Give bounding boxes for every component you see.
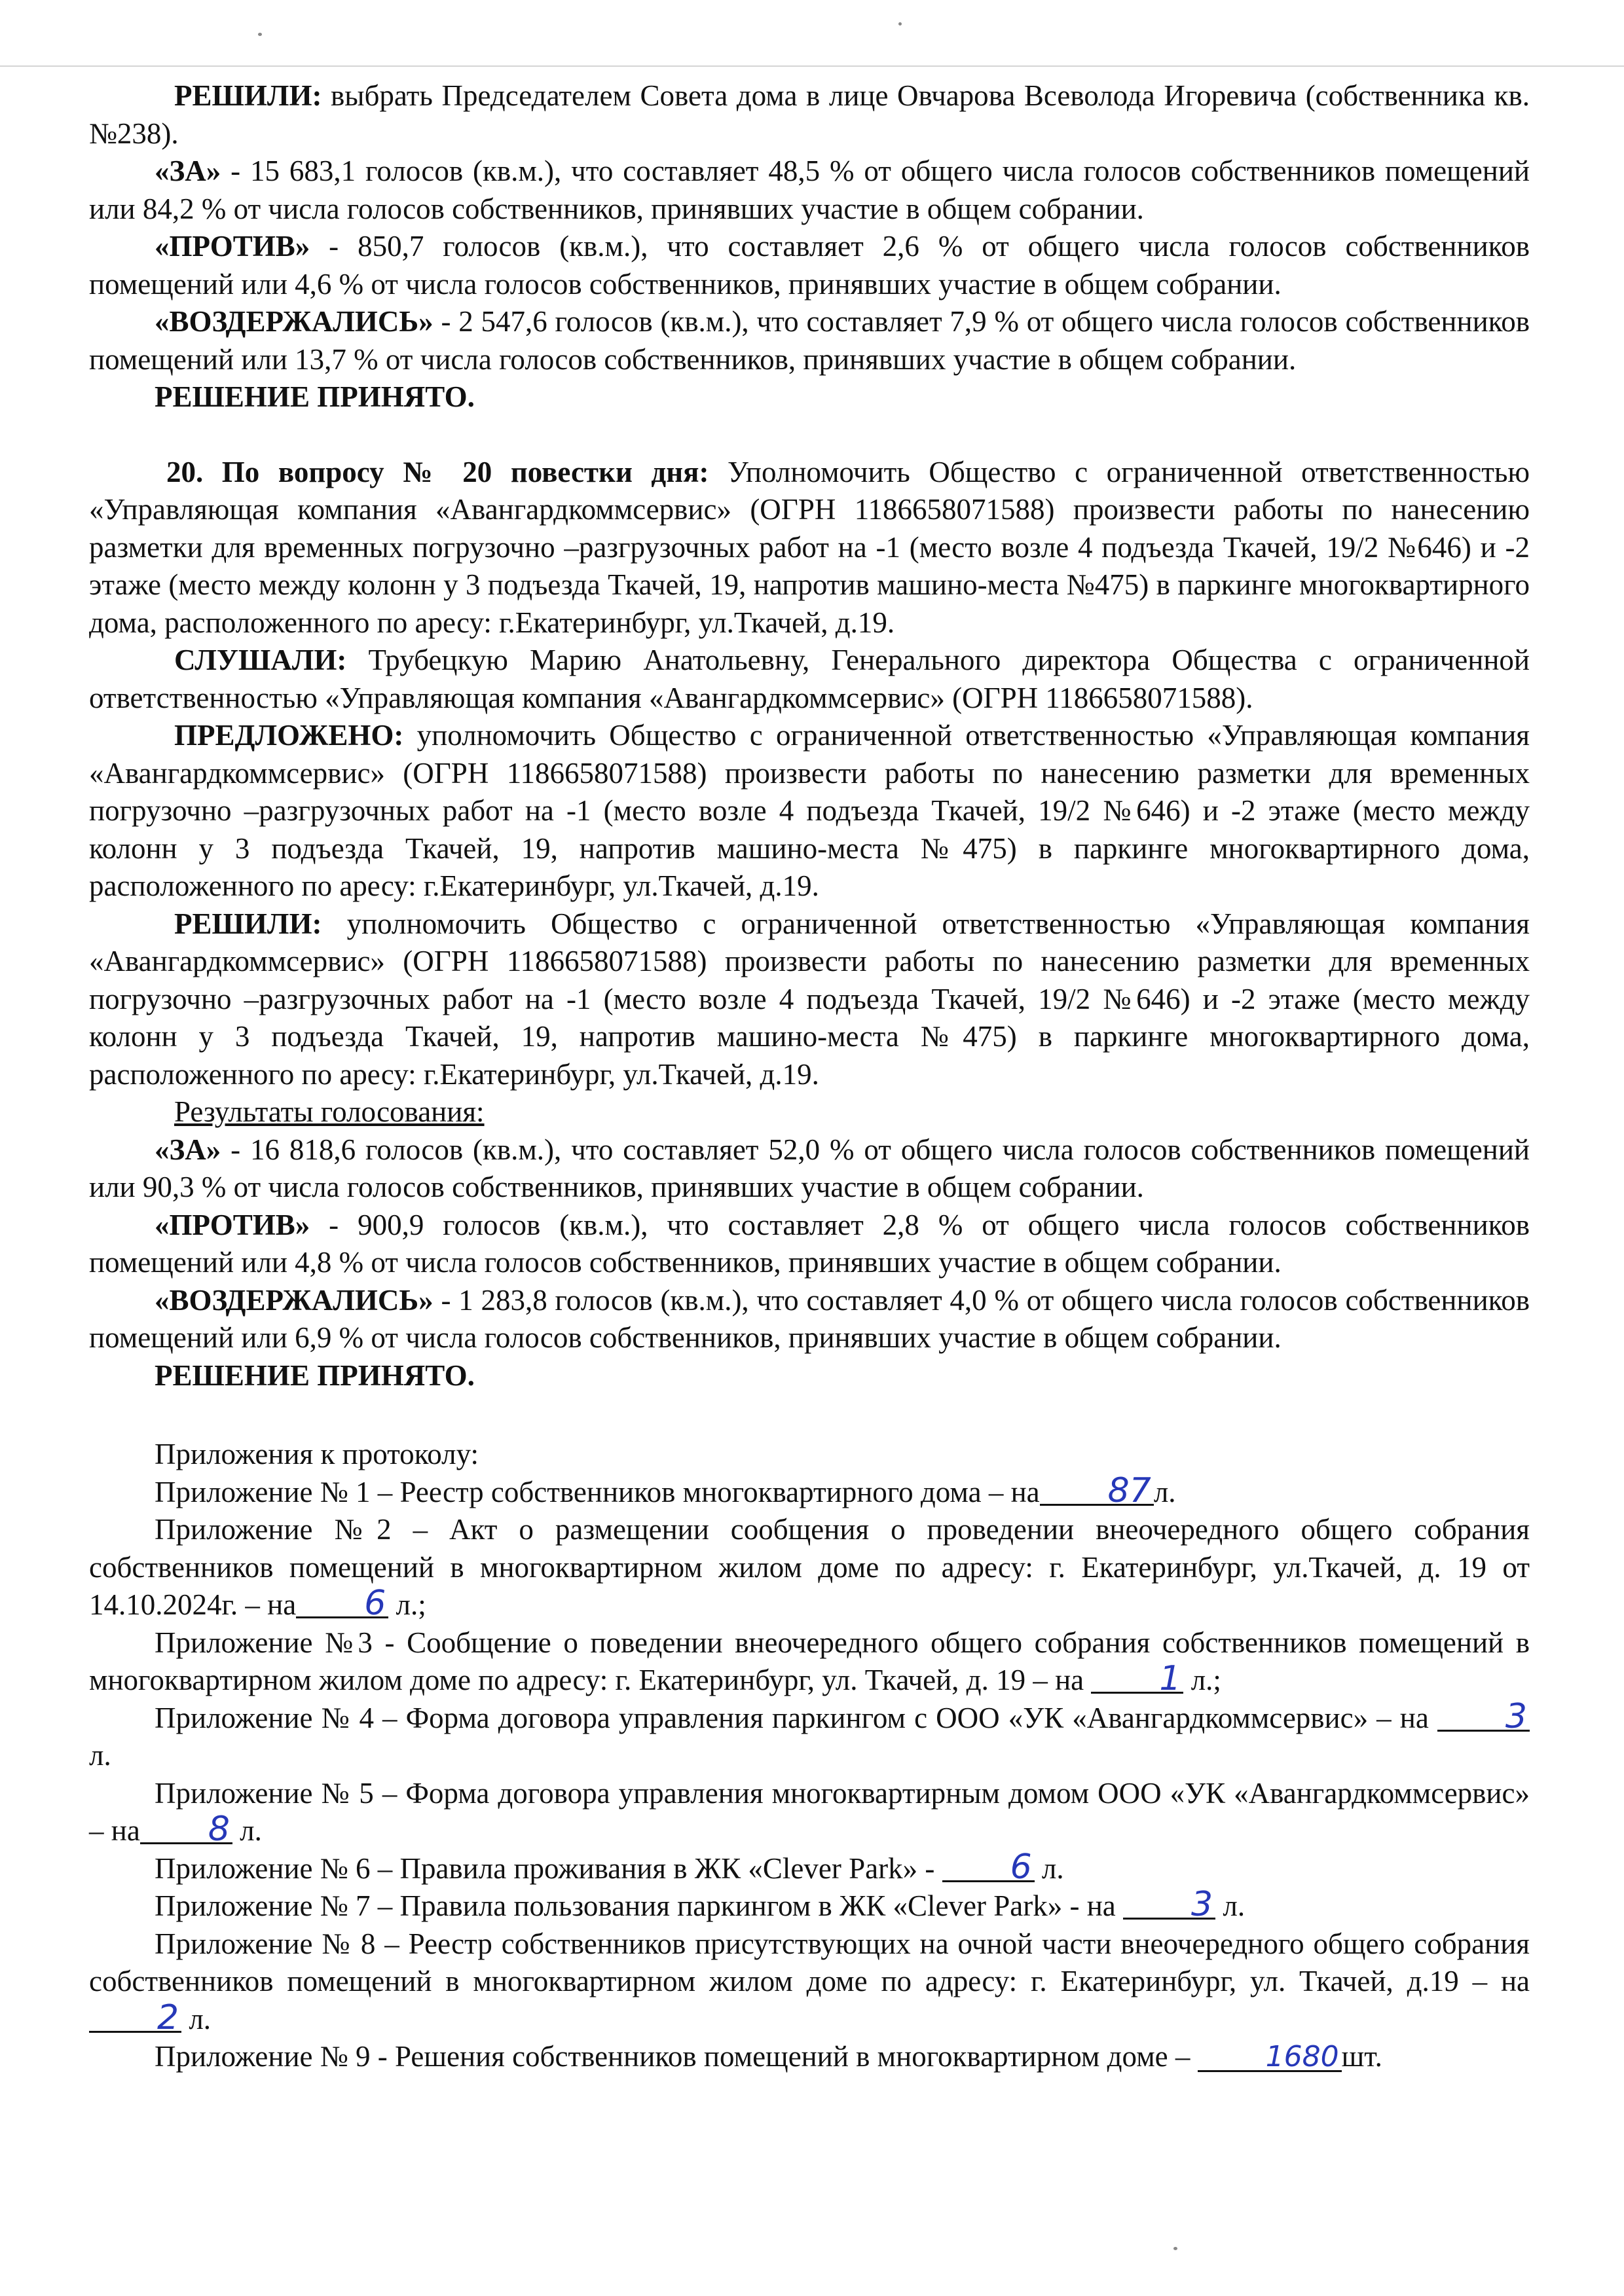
handwritten-count: 1680 — [1198, 2044, 1342, 2072]
decision-accepted: РЕШЕНИЕ ПРИНЯТО. — [155, 1358, 475, 1392]
agenda-question-20: 20. По вопросу № 20 повестки дня: Уполномочить Общество с ограниченной ответственностью «Управляющая компания «Авангардкоммсервис» (ОГРН 1186658071588) произвести работы по нанесению разметки для временных погрузочно –разгрузочных работ на -1 (место возле 4 подъезда Ткачей, 19/2 №646) и -2 этаже (место между колонн у 3 подъезда Ткачей, 19, напротив машино-места №475) в паркинге многоквартирного дома, расположенного по аресу: г.Екатеринбург, ул.Ткачей, д.19. — [89, 455, 1530, 639]
handwritten-count: 3 — [1437, 1704, 1530, 1732]
annex-6: Приложение № 6 – Правила проживания в ЖК «Clever Park» - 6 л. — [155, 1847, 1064, 1887]
vote-for: «ЗА» - 16 818,6 голосов (кв.м.), что составляет 52,0 % от общего числа голосов собственников помещений или 90,3 % от числа голосов собственников, принявших участие в общем собрании. — [89, 1133, 1530, 1203]
proposed: ПРЕДЛОЖЕНО: уполномочить Общество с ограниченной ответственностью «Управляющая компания «Авангардкоммсервис» (ОГРН 1186658071588) произвести работы по нанесению разметки для временных погрузочно –разгрузочных работ на -1 (место возле 4 подъезда Ткачей, 19/2 №646) и -2 этаже (место между колонн у 3 подъезда Ткачей, 19, напротив машино-места №475) в паркинге многоквартирного дома, расположенного по аресу: г.Екатеринбург, ул.Ткачей, д.19. — [89, 719, 1530, 902]
spacer — [89, 416, 1530, 454]
decision-chairman: РЕШИЛИ: выбрать Председателем Совета дома в лице Овчарова Всеволода Игоревича (собственника кв.№238). — [89, 79, 1530, 150]
decision-accepted: РЕШЕНИЕ ПРИНЯТО. — [155, 380, 475, 413]
listened: СЛУШАЛИ: Трубецкую Марию Анатольевну, Генерального директора Общества с ограниченной ответственностью «Управляющая компания «Авангардкоммсервис» (ОГРН 1186658071588). — [89, 644, 1530, 714]
scan-speck — [1173, 2247, 1177, 2250]
spacer — [89, 1394, 1530, 1436]
annex-9: Приложение № 9 - Решения собственников помещений в многоквартирном доме – 1680шт. — [155, 2040, 1382, 2073]
vote-against: «ПРОТИВ» - 850,7 голосов (кв.м.), что составляет 2,6 % от общего числа голосов собственников помещений или 4,6 % от числа голосов собственников, принявших участие в общем собрании. — [89, 230, 1530, 301]
annex-8: Приложение № 8 – Реестр собственников присутствующих на очной части внеочередного общего собрания собственников помещений в многоквартирном жилом доме по адресу: г. Екатеринбург, ул. Ткачей, д.19 – на 2 л. — [89, 1927, 1530, 2037]
annex-1: Приложение № 1 – Реестр собственников многоквартирного дома – на 87л. — [155, 1470, 1176, 1510]
vote-abstain: «ВОЗДЕРЖАЛИСЬ» - 1 283,8 голосов (кв.м.), что составляет 4,0 % от общего числа голосов собственников помещений или 6,9 % от числа голосов собственников, принявших участие в общем собрании. — [89, 1283, 1530, 1354]
vote-against: «ПРОТИВ» - 900,9 голосов (кв.м.), что составляет 2,8 % от общего числа голосов собственников помещений или 4,8 % от числа голосов собственников, принявших участие в общем собрании. — [89, 1208, 1530, 1279]
handwritten-count: 2 — [89, 2005, 181, 2033]
annex-7: Приложение № 7 – Правила пользования паркингом в ЖК «Clever Park» - на 3 л. — [155, 1885, 1246, 1924]
handwritten-count: 8 — [140, 1816, 232, 1844]
scan-speck — [898, 22, 902, 26]
handwritten-count: 1 — [1091, 1666, 1183, 1694]
vote-abstain: «ВОЗДЕРЖАЛИСЬ» - 2 547,6 голосов (кв.м.), что составляет 7,9 % от общего числа голосов собственников помещений или 13,7 % от числа голосов собственников, принявших участие в общем собрании. — [89, 305, 1530, 376]
annex-5: Приложение № 5 – Форма договора управления многоквартирным домом ООО «УК «Авангардкоммсервис» – на 8 л. — [89, 1776, 1530, 1849]
annex-4: Приложение № 4 – Форма договора управления паркингом с ООО «УК «Авангардкоммсервис» – на 3 л. — [89, 1700, 1530, 1775]
scan-speck — [258, 33, 262, 36]
handwritten-count: 6 — [296, 1590, 388, 1618]
handwritten-count: 6 — [942, 1854, 1035, 1882]
decided: РЕШИЛИ: уполномочить Общество с ограниченной ответственностью «Управляющая компания «Авангардкоммсервис» (ОГРН 1186658071588) произвести работы по нанесению разметки для временных погрузочно –разгрузочных работ на -1 (место возле 4 подъезда Ткачей, 19/2 №646) и -2 этаже (место между колонн у 3 подъезда Ткачей, 19, напротив машино-места №475) в паркинге многоквартирного дома, расположенного по аресу: г.Екатеринбург, ул.Ткачей, д.19. — [89, 907, 1530, 1091]
vote-for: «ЗА» - 15 683,1 голосов (кв.м.), что составляет 48,5 % от общего числа голосов собственников помещений или 84,2 % от числа голосов собственников, принявших участие в общем собрании. — [89, 155, 1530, 225]
annex-2: Приложение №2 – Акт о размещении сообщения о проведении внеочередного общего собрания собственников помещений в многоквартирном жилом доме по адресу: г. Екатеринбург, ул.Ткачей, д. 19 от 14.10.2024г. – на 6 л.; — [89, 1513, 1530, 1623]
results-heading: Результаты голосования: — [174, 1095, 485, 1128]
handwritten-count: 3 — [1123, 1891, 1215, 1920]
annex-3: Приложение №3 - Сообщение о поведении внеочередного общего собрания собственников помещений в многоквартирном жилом доме по адресу: г. Екатеринбург, ул. Ткачей, д. 19 – на 1 л.; — [89, 1626, 1530, 1698]
annex-heading: Приложения к протоколу: — [155, 1438, 479, 1470]
handwritten-count: 87 — [1040, 1478, 1154, 1506]
protocol-page — [89, 77, 1530, 2076]
scan-edge-line — [0, 65, 1624, 67]
